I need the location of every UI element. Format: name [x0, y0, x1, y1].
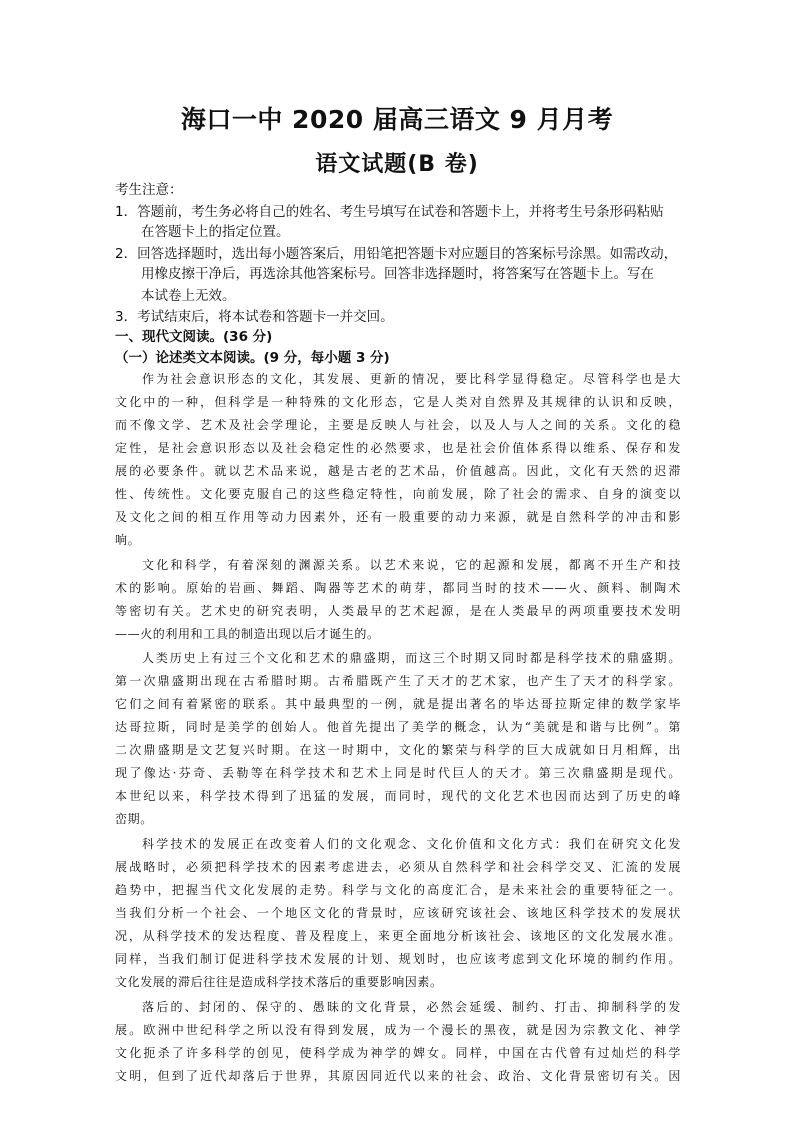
paragraph-line: 性、传统性。文化要克服自己的这些稳定特性，向前发展，除了社会的需求、自身的演变以 — [115, 487, 681, 501]
paragraph-line: 趋势中，把握当代文化发展的走势。科学与文化的高度汇合，是未来社会的重要特征之一。 — [115, 883, 681, 897]
paragraph-line: 落后的、封闭的、保守的、愚昧的文化背景，必然会延缓、制约、打击、抑制科学的发 — [142, 1000, 681, 1014]
paragraph-line: 文化扼杀了许多科学的创见，使科学成为神学的婢女。同样，中国在古代曾有过灿烂的科学 — [115, 1046, 681, 1060]
subsection-heading: （一）论述类文本阅读。(9 分，每小题 3 分) — [115, 350, 390, 366]
paragraph-line: 文化中的一种，但科学是一种特殊的文化形态，它是人类对自然界及其规律的认识和反映， — [115, 395, 681, 409]
paragraph-line: 展战略时，必须把科学技术的因素考虑进去，必须从自然科学和社会科学交叉、汇流的发展 — [115, 860, 681, 874]
notice-item: 3．考试结束后，将本试卷和答题卡一并交回。 — [115, 309, 394, 325]
paragraph-line: 展的必要条件。就以艺术品来说，越是古老的艺术品，价值越高。因此，文化有天然的迟滞 — [115, 464, 681, 478]
paragraph-line: 文化发展的滞后往往是造成科学技术落后的重要影响因素。 — [115, 975, 443, 989]
paragraph-line: 文明，但到了近代却落后于世界，其原因同近代以来的社会、政治、文化背景密切有关。因 — [115, 1069, 681, 1083]
paragraph-line: 响。 — [115, 533, 141, 547]
notice-item: 本试卷上无效。 — [141, 288, 236, 304]
paragraph-line: 定性，是社会意识形态以及社会稳定性的必然要求，也是社会价值体系得以维系、保存和发 — [115, 441, 681, 455]
paragraph-line: 等密切有关。艺术史的研究表明，人类最早的艺术起源，是在人类最早的两项重要技术发明 — [115, 604, 681, 618]
paragraph-line: 术的影响。原始的岩画、舞蹈、陶器等艺术的萌芽，都同当时的技术——火、颜料、制陶术 — [115, 581, 681, 595]
notice-item: 在答题卡上的指定位置。 — [141, 224, 290, 240]
paragraph-line: ——火的利用和工具的制造出现以后才诞生的。 — [115, 627, 380, 641]
paragraph-line: 本世纪以来，科学技术得到了迅猛的发展，而同时，现代的文化艺术也因而达到了历史的峰 — [115, 789, 681, 803]
paragraph-line: 达哥拉斯，同时是美学的创始人。他首先提出了美学的概念，认为“美就是和谐与比例”。第 — [115, 720, 681, 734]
paragraph-line: 及文化之间的相互作用等动力因素外，还有一股重要的动力来源，就是自然科学的冲击和影 — [115, 510, 681, 524]
paragraph-line: 第一次鼎盛期出现在古希腊时期。古希腊既产生了天才的艺术家，也产生了天才的科学家。 — [115, 674, 681, 688]
paragraph-line: 人类历史上有过三个文化和艺术的鼎盛期，而这三个时期又同时都是科学技术的鼎盛期。 — [142, 651, 681, 665]
paragraph-line: 作为社会意识形态的文化，其发展、更新的情况，要比科学显得稳定。尽管科学也是大 — [142, 372, 681, 386]
paragraph-line: 当我们分析一个社会、一个地区文化的背景时，应该研究该社会、该地区科学技术的发展状 — [115, 906, 681, 920]
paragraph-line: 峦期。 — [115, 812, 153, 826]
paragraph-line: 况，从科学技术的发达程度、普及程度上，来更全面地分析该社会、该地区的文化发展水准。 — [115, 929, 681, 943]
paragraph-line: 科学技术的发展正在改变着人们的文化观念、文化价值和文化方式：我们在研究文化发 — [142, 837, 681, 851]
notice-heading: 考生注意： — [115, 182, 183, 198]
notice-item: 2．回答选择题时，选出每小题答案后，用铅笔把答题卡对应题目的答案标号涂黑。如需改动， — [115, 246, 678, 262]
notice-item: 1．答题前，考生务必将自己的姓名、考生号填写在试卷和答题卡上，并将考生号条形码粘贴 — [115, 204, 664, 220]
paragraph-line: 它们之间有着紧密的联系。其中最典型的一例，就是提出著名的毕达哥拉斯定律的数学家毕 — [115, 697, 681, 711]
paragraph-line: 文化和科学，有着深刻的渊源关系。以艺术来说，它的起源和发展，都离不开生产和技 — [142, 558, 681, 572]
exam-title: 海口一中 2020 届高三语文 9 月月考 — [180, 105, 614, 134]
section-heading: 一、现代文阅读。(36 分) — [115, 329, 273, 345]
paragraph-line: 展。欧洲中世纪科学之所以没有得到发展，成为一个漫长的黑夜，就是因为宗教文化、神学 — [115, 1023, 681, 1037]
paragraph-line: 现了像达·芬奇、丢勒等在科学技术和艺术上同是时代巨人的天才。第三次鼎盛期是现代。 — [115, 766, 681, 780]
paragraph-line: 同样，当我们制订促进科学技术发展的计划、规划时，也应该考虑到文化环境的制约作用。 — [115, 952, 681, 966]
exam-subtitle: 语文试题(B 卷) — [315, 152, 479, 177]
paragraph-line: 而不像文学、艺术及社会学理论，主要是反映人与社会，以及人与人之间的关系。文化的稳 — [115, 418, 681, 432]
paragraph-line: 二次鼎盛期是文艺复兴时期。在这一时期中，文化的繁荣与科学的巨大成就如日月相辉，出 — [115, 743, 681, 757]
notice-item: 用橡皮擦干净后，再选涂其他答案标号。回答非选择题时，将答案写在答题卡上。写在 — [141, 266, 654, 282]
